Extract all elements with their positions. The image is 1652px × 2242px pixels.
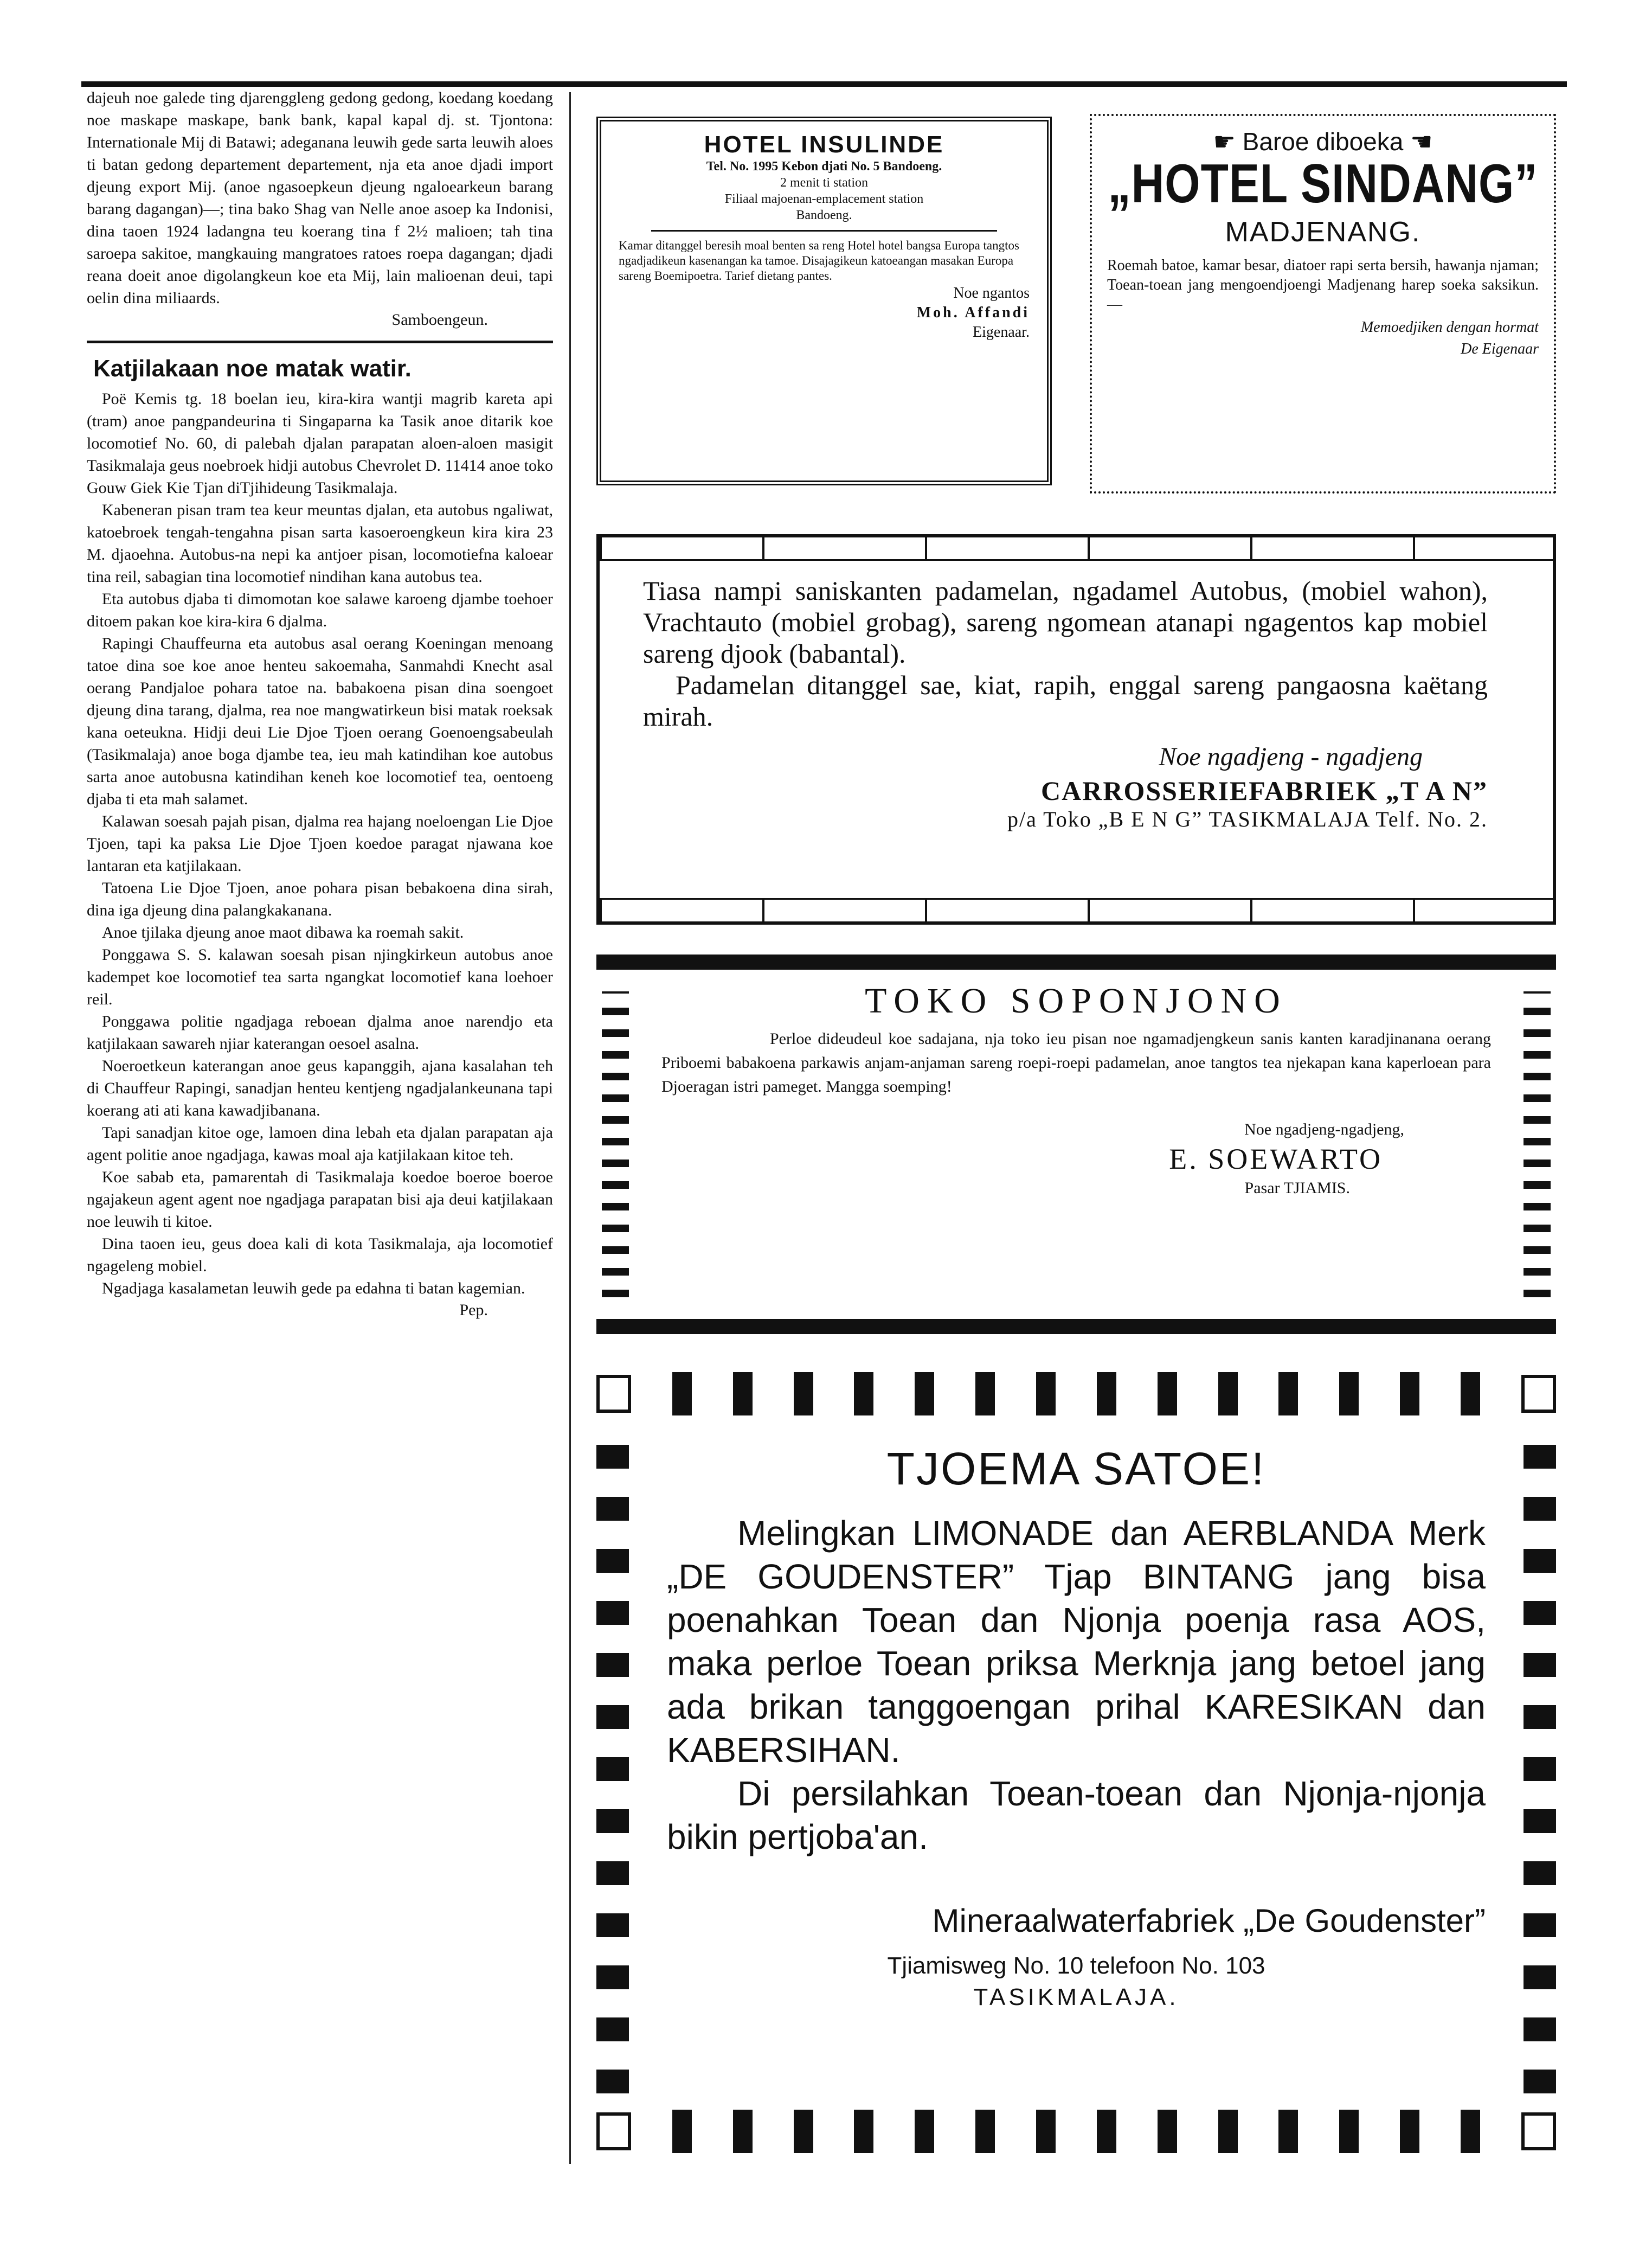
ornament-bar [1461,1372,1480,1415]
ad-city: TASIKMALAJA. [973,1984,1179,2010]
pointing-hand-icon: ☚ [1410,127,1433,156]
ornament-bar [1218,1372,1238,1415]
article-continuation [87,87,553,331]
ad-address: Tjiamisweg No. 10 telefoon No. 103 [887,1952,1265,1979]
article-signature: Samboengeun. [391,311,488,329]
ad-closing: Memoedjiken dengan hormat [1360,319,1539,336]
ornament-left [596,1432,629,2093]
ornament-bar [1339,2110,1359,2153]
ad-closing: Noe ngadjeng - ngadjeng [1159,742,1423,771]
ornament-bar [733,1372,753,1415]
ornament-bar [1158,1372,1177,1415]
article-paragraph: Kabeneran pisan tram tea keur meuntas djalan, eta autobus ngaliwat, katoebroek tengah-tengahna pisan sarta kasoeroengkeun kira kira 23 M. djaoehna. Autobus-na nepi ka antjoer pisan, locomotiefna kaloear tina reil, sabagian tina locomotief nindihan kana autobus tea. [87,501,553,586]
ad-owner-title: Eigenaar. [973,324,1030,341]
ad-closing: Noe ngadjeng-ngadjeng, [1244,1120,1404,1138]
article-paragraph: Kalawan soesah pajah pisan, djalma rea hajang noeloengan Lie Djoe Tjoen, tapi ka paksa Lie Djoe Tjoen koedoe paragat njawana koe lantaran eta katjilakaan. [87,812,553,875]
ad-body: Melingkan LIMONADE dan AERBLANDA Merk „DE GOUDENSTER” Tjap BINTANG jang bisa poenahkan Toean dan Njonja poenja rasa AOS, maka perloe Toean priksa Merknja jang betoel jang ada brikan tanggoengan prihal KARESIKAN dan KABERSIHAN. [667,1514,1486,1770]
ornament-bar [794,2110,813,2153]
ornament-band-top [600,537,1553,561]
ad-separator [651,230,997,232]
ad-body: Di persilahkan Toean-toean dan Njonja-njonja bikin pertjoba'an. [667,1774,1486,1856]
ornament-band-bottom [600,898,1553,921]
ornament-band-top [596,1367,1556,1421]
ad-owner-name: Moh. Affandi [916,304,1030,321]
article-paragraph: Ponggawa politie ngadjaga reboean djalma anoe narendjo eta katjilakaan sawareh njiar katerangan oesoel asalna. [87,1013,553,1053]
ad-body: Kamar ditanggel beresih moal benten sa reng Hotel hotel bangsa Europa tangtos ngadjadikeun kasenangan ka tamoe. Disajagikeun katoeangan masakan Europa sareng Boemipoetra. Tarief dietang pantes. [619,239,1019,283]
article-paragraph: dajeuh noe galede ting djarenggleng gedong gedong, koedang koedang noe maskape maskape, bank bank, kapal kapal dj. st. Tjontona: Internationale Mij di Batawi; adeganana leuwih gede sarta leuwih aloes ti batan gedong departement departement, nja eta anoe djadi import djeung export Mij. (anoe ngasoepkeun djeung ngaloearkeun barang barang dagangan)—; tina bako Shag van Nelle anoe asoep ka Indonisi, dina taoen 1924 ladangna teu koerang tina f 2½ malioen; tah tina saroepa sakitoe, mangkauing mangratoes ratoes roepa dagangan; djadi reana doeit anoe digolangkeun koe eta Mij, lain malioenan deui, tapi oelin dina miliaards. [87,89,553,307]
ornament-bar [794,1372,813,1415]
top-rule [81,81,1567,87]
ad-closing: Noe ngantos [953,285,1030,302]
ad-title: TJOEMA SATOE! [886,1443,1266,1494]
ornament-bar [1400,1372,1419,1415]
article-paragraph: Dina taoen ieu, geus doea kali di kota Tasikmalaja, aja locomotief ngageleng mobiel. [87,1235,553,1275]
ad-line: Bandoeng. [796,208,852,222]
ornament-bar [1461,2110,1480,2153]
pointing-hand-icon: ☛ [1213,127,1243,156]
ad-place: Pasar TJIAMIS. [1244,1179,1350,1197]
ad-de-goudenster [596,1367,1556,2158]
ornament-square [596,2112,631,2150]
left-column [87,87,553,1321]
ad-body: Perloe dideudeul koe sadajana, nja toko ieu pisan noe ngamadjengkeun sanis kanten karadjinanana oerang Priboemi babakoena parkawis anjam-anjaman sareng roepi-roepi padamelan, anoe tangtos tea njekapan kana kaperloean para Djoeragan istri pameget. Mangga soemping! [661,1030,1491,1096]
ad-signature: De Eigenaar [1461,341,1539,357]
ornament-bar [1400,2110,1419,2153]
article-signature: Pep. [459,1301,488,1319]
ornament-bar [915,1372,934,1415]
ornament-right [1524,1432,1556,2093]
ad-line: Filiaal majoenan-emplacement station [724,192,924,206]
ornament-right [1524,991,1551,1297]
ornament-square [1521,2112,1556,2150]
ad-title: HOTEL INSULINDE [704,131,944,158]
ornament-bar [1278,2110,1298,2153]
ad-company-name: Mineraalwaterfabriek „De Goudenster” [932,1903,1486,1939]
ad-hotel-insulinde [596,117,1052,485]
ad-header-text: Baroe diboeka [1242,127,1404,156]
column-divider [569,92,571,2164]
ad-carrosseriefabriek [596,534,1556,925]
ornament-bar [854,2110,873,2153]
ad-body: Padamelan ditanggel sae, kiat, rapih, enggal sareng pangaosna kaëtang mirah. [643,670,1488,732]
ornament-bar [975,1372,995,1415]
ad-body: Roemah batoe, kamar besar, diatoer rapi serta bersih, hawanja njaman; Toean-toean jang mengoendjoengi Madjenang harep soeka saksikun.— [1107,257,1539,313]
ornament-bar [672,1372,692,1415]
article-paragraph: Eta autobus djaba ti dimomotan koe salawe karoeng djambe toehoer ditoem pakan koe kira-kira 6 djalma. [87,590,553,630]
ornament-bar [975,2110,995,2153]
ornament-bar [733,2110,753,2153]
ad-address: p/a Toko „B E N G” TASIKMALAJA Telf. No. 2. [1007,807,1488,831]
ad-owner-name: E. SOEWARTO [1169,1143,1383,1175]
ornament-bar [672,2110,692,2153]
article-paragraph: Ponggawa S. S. kalawan soesah pisan njingkirkeun autobus anoe kadempet koe locomotief tea sarta ngangkat locomotief kana loehoer reil. [87,946,553,1008]
ornament-bar [1278,1372,1298,1415]
ad-toko-soponjono [596,955,1556,1334]
ad-title: „HOTEL SINDANG” [1108,152,1538,214]
article-paragraph: Koe sabab eta, pamarentah di Tasikmalaja koedoe boeroe boeroe ngajakeun agent agent noe ngadjaga parapatan bisi aja deui katjilakaan noe leuwih ti kitoe. [87,1168,553,1231]
ornament-square [1521,1375,1556,1413]
ornament-band-bottom [596,2104,1556,2158]
ornament-square [596,1375,631,1413]
ad-company-name: CARROSSERIEFABRIEK „T A N” [1041,776,1488,806]
ornament-bar [915,2110,934,2153]
article-paragraph: Rapingi Chauffeurna eta autobus asal oerang Koeningan menoang tatoe dina soe koe anoe henteu sakoemaha, Sanmahdi Knecht asal oerang Pandjaloe pohara tatoe na. babakoena pisan dina soengoet djeung dina tarang, djalma, rea noe mangwatirkeun bisi matak roeksak kana oeteukna. Hidji deui Lie Djoe Tjoen oerang Goenoengsabeulah (Tasikmalaja) anoe boga djambe tea, ieu mah katindihan koe autobus sarta anoe autobusna katindihan keneh koe locomotief tea, oentoeng djaba ti eta mah salamet. [87,635,553,808]
ornament-bar [1097,2110,1116,2153]
ad-line: 2 menit ti station [780,176,868,190]
ad-content [667,1443,1486,2011]
article-katjilakaan [87,355,553,1321]
ornament-bar [1036,2110,1056,2153]
ad-body: Tiasa nampi saniskanten padamelan, ngadamel Autobus, (mobiel wahon), Vrachtauto (mobiel grobag), sareng ngomean atanapi ngagentos kap mobiel sareng djook (babantal). [643,575,1488,669]
ad-content [600,561,1553,832]
ad-title: TOKO SOPONJONO [865,981,1288,1021]
article-paragraph: Anoe tjilaka djeung anoe maot dibawa ka roemah sakit. [102,924,464,941]
article-paragraph: Tatoena Lie Djoe Tjoen, anoe pohara pisan bebakoena dina sirah, dina iga djeung dina palangkakanana. [87,879,553,919]
ad-hotel-sindang [1090,114,1556,494]
ornament-bar [1339,1372,1359,1415]
article-paragraph: Poë Kemis tg. 18 boelan ieu, kira-kira wantji magrib kareta api (tram) anoe pangpandeurina ti Singaparna ka Tasik anoe ditarik koe locomotief No. 60, di palebah djalan parapatan aloen-aloen masigit Tasikmalaja geus noebroek hidji autobus Chevrolet D. 11414 anoe toko Gouw Giek Kie Tjan diTjihideung Tasikmalaja. [87,390,553,497]
section-divider [87,341,553,343]
article-headline: Katjilakaan noe matak watir. [93,355,412,382]
ornament-bar [1097,1372,1116,1415]
article-paragraph: Ngadjaga kasalametan leuwih gede pa edahna ti batan kagemian. [102,1279,525,1297]
ornament-bar [1158,2110,1177,2153]
article-paragraph: Noeroetkeun katerangan anoe geus kapanggih, ajana kasalahan teh di Chauffeur Rapingi, sanadjan henteu kentjeng ngadjalankeunana tapi koerang ati ati kana kawadjibanana. [87,1057,553,1119]
ornament-left [602,991,629,1297]
ornament-bar [854,1372,873,1415]
ornament-bar [1218,2110,1238,2153]
article-paragraph: Tapi sanadjan kitoe oge, lamoen dina lebah eta djalan parapatan aja agent politie anoe ngadjaga, kawas moal aja katjilakaan kitoe teh. [87,1124,553,1164]
ornament-bar [1036,1372,1056,1415]
ad-place: MADJENANG. [1225,216,1421,248]
ad-tel-line: Tel. No. 1995 Kebon djati No. 5 Bandoeng. [706,159,942,174]
